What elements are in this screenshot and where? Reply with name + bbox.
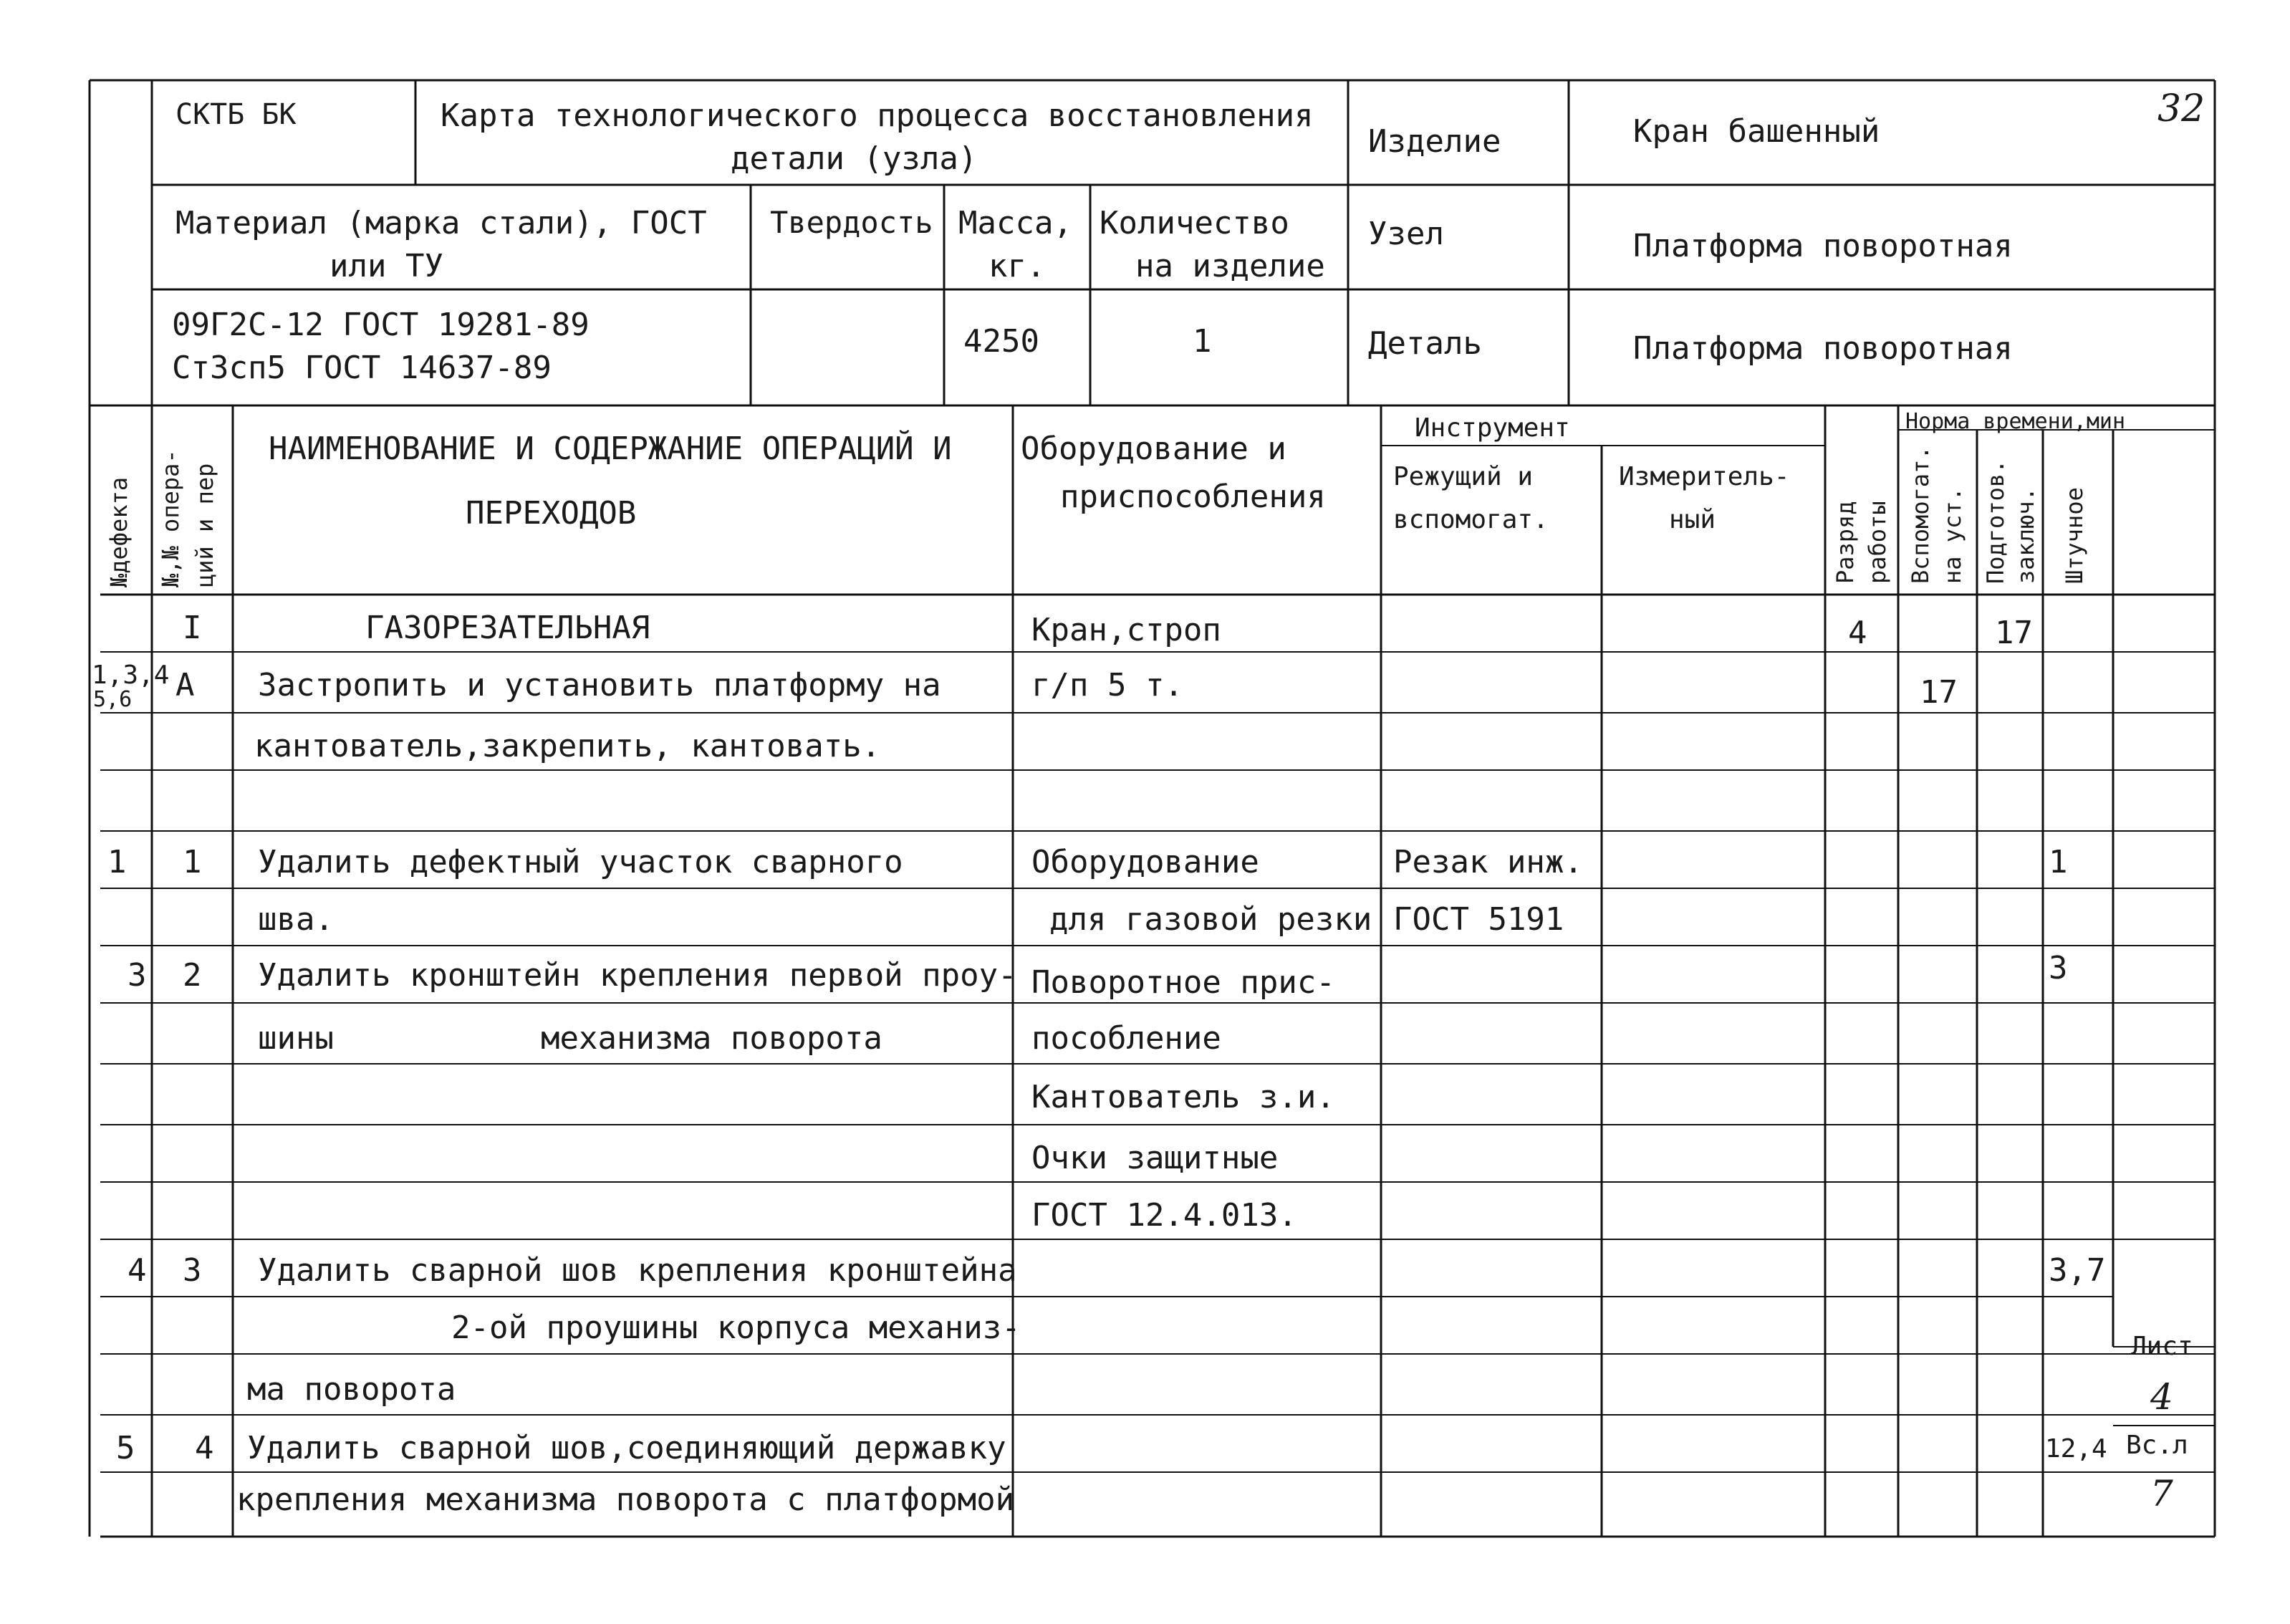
row12-piece-time: 3,7 [2049, 1252, 2106, 1289]
row1-operation-name: ГАЗОРЕЗАТЕЛЬНАЯ [365, 610, 650, 646]
sheet-number: 4 [2150, 1376, 2173, 1418]
row9-equipment: Кантователь з.и. [1031, 1079, 1335, 1115]
total-sheets-number: 7 [2150, 1473, 2173, 1514]
row12-defect-number: 4 [128, 1252, 147, 1289]
quantity-value: 1 [1193, 323, 1212, 360]
col-prep-header-line2: заключ. [2012, 487, 2039, 584]
row10-equipment: Очки защитные [1031, 1140, 1279, 1176]
col-equipment-header-line1: Оборудование и [1021, 431, 1286, 467]
mass-label-line2: кг. [988, 248, 1046, 284]
row1-equipment: Кран,строп [1031, 612, 1221, 648]
col-aux-header-line1: Вспомогат. [1907, 446, 1934, 584]
col-operation-header-line1: №,№ опера- [157, 449, 184, 587]
izdelie-label: Изделие [1368, 123, 1501, 160]
row5-equipment: Оборудование [1031, 844, 1259, 880]
row2-defect-numbers-cont: 5,6 [93, 687, 133, 712]
row12-operation-name: Удалить сварной шов крепления кронштейна [258, 1252, 1017, 1289]
row5-operation-name: Удалить дефектный участок сварного [258, 844, 903, 880]
doc-title-line1: Карта технологического процесса восстановления [441, 97, 1314, 134]
row2-operation-name: Застропить и установить платформу на [258, 667, 941, 703]
row1-rank: 4 [1848, 615, 1867, 651]
sheet-label: Лист [2131, 1332, 2193, 1361]
row16-operation-name: крепления механизма поворота с платформой [236, 1481, 1015, 1518]
row5-operation-number: 1 [183, 844, 202, 880]
row2-operation-number: А [175, 667, 195, 703]
row6-tool: ГОСТ 5191 [1393, 901, 1564, 938]
row5-piece-time: 1 [2049, 844, 2068, 880]
col-prep-header-line1: Подготов. [1982, 459, 2009, 584]
row15-piece-time: 12,4 [2045, 1434, 2107, 1464]
mass-value: 4250 [963, 323, 1039, 360]
mass-label-line1: Масса, [958, 205, 1072, 241]
row8-operation-name-a: шины [258, 1020, 334, 1057]
row12-operation-number: 3 [183, 1252, 202, 1289]
row3-operation-name: кантователь,закрепить, кантовать. [254, 728, 881, 764]
col-rank-header-line2: работы [1864, 501, 1891, 584]
material-label-line2: или ТУ [329, 248, 443, 284]
row2-defect-numbers: 1,3,4 [92, 660, 170, 690]
col-piece-header: Штучное [2061, 487, 2088, 584]
row15-operation-name: Удалить сварной шов,соединяющий державку [247, 1430, 1006, 1466]
row8-equipment: пособление [1031, 1020, 1221, 1057]
col-name-header-line1: НАИМЕНОВАНИЕ И СОДЕРЖАНИЕ ОПЕРАЦИЙ И [269, 431, 952, 467]
row15-defect-number: 5 [116, 1430, 135, 1466]
row2-aux-time: 17 [1920, 674, 1958, 711]
row11-equipment: ГОСТ 12.4.013. [1031, 1197, 1297, 1234]
col-rank-header-line1: Разряд [1832, 501, 1859, 584]
row1-operation-number: I [183, 610, 202, 646]
row6-operation-name: шва. [258, 901, 334, 938]
material-label-line1: Материал (марка стали), ГОСТ [175, 205, 707, 241]
col-operation-header-line2: ций и пер [191, 463, 218, 587]
row8-operation-name-b: механизма поворота [541, 1020, 882, 1057]
row7-operation-name: Удалить кронштейн крепления первой проу- [258, 957, 1017, 994]
row1-prep-time: 17 [1995, 615, 2033, 651]
material-value-line2: Ст3сп5 ГОСТ 14637-89 [172, 350, 552, 386]
doc-title-line2: детали (узла) [731, 140, 978, 177]
row13-operation-name: 2-ой проушины корпуса механиз- [451, 1310, 1021, 1346]
uzel-label: Узел [1368, 216, 1444, 252]
page-number: 32 [2157, 87, 2205, 130]
row14-operation-name: ма поворота [247, 1371, 456, 1408]
col-aux-header-line2: на уст. [1939, 487, 1966, 584]
quantity-label-line1: Количество [1100, 205, 1289, 241]
row2-equipment: г/п 5 т. [1031, 667, 1183, 703]
row7-equipment: Поворотное прис- [1031, 964, 1335, 1001]
row7-defect-number: 3 [128, 957, 147, 994]
material-value-line1: 09Г2С-12 ГОСТ 19281-89 [172, 307, 590, 343]
col-measuring-header-line1: Измеритель- [1619, 462, 1790, 491]
quantity-label-line2: на изделие [1135, 248, 1325, 284]
col-measuring-header-line2: ный [1669, 505, 1716, 534]
uzel-value: Платформа поворотная [1633, 228, 2013, 264]
hardness-label: Твердость [770, 205, 933, 240]
row15-operation-number: 4 [195, 1430, 214, 1466]
col-cutting-header-line2: вспомогат. [1393, 505, 1549, 534]
izdelie-value: Кран башенный [1633, 113, 1880, 150]
detal-label: Деталь [1368, 325, 1482, 362]
col-tool-header: Инструмент [1415, 413, 1570, 443]
row7-operation-number: 2 [183, 957, 202, 994]
col-time-norm-header: Норма времени,мин [1905, 409, 2126, 434]
col-cutting-header-line1: Режущий и [1393, 462, 1534, 491]
total-sheets-label: Вс.л [2126, 1431, 2188, 1460]
col-name-header-line2: ПЕРЕХОДОВ [466, 495, 637, 532]
row7-piece-time: 3 [2049, 950, 2068, 986]
col-equipment-header-line2: приспособления [1060, 479, 1326, 515]
org-name: СКТБ БК [175, 98, 297, 131]
row6-equipment: для газовой резки [1049, 901, 1372, 938]
detal-value: Платформа поворотная [1633, 330, 2013, 367]
row5-tool: Резак инж. [1393, 844, 1583, 880]
row5-defect-number: 1 [107, 844, 127, 880]
col-defect-header: №дефекта [105, 476, 133, 587]
